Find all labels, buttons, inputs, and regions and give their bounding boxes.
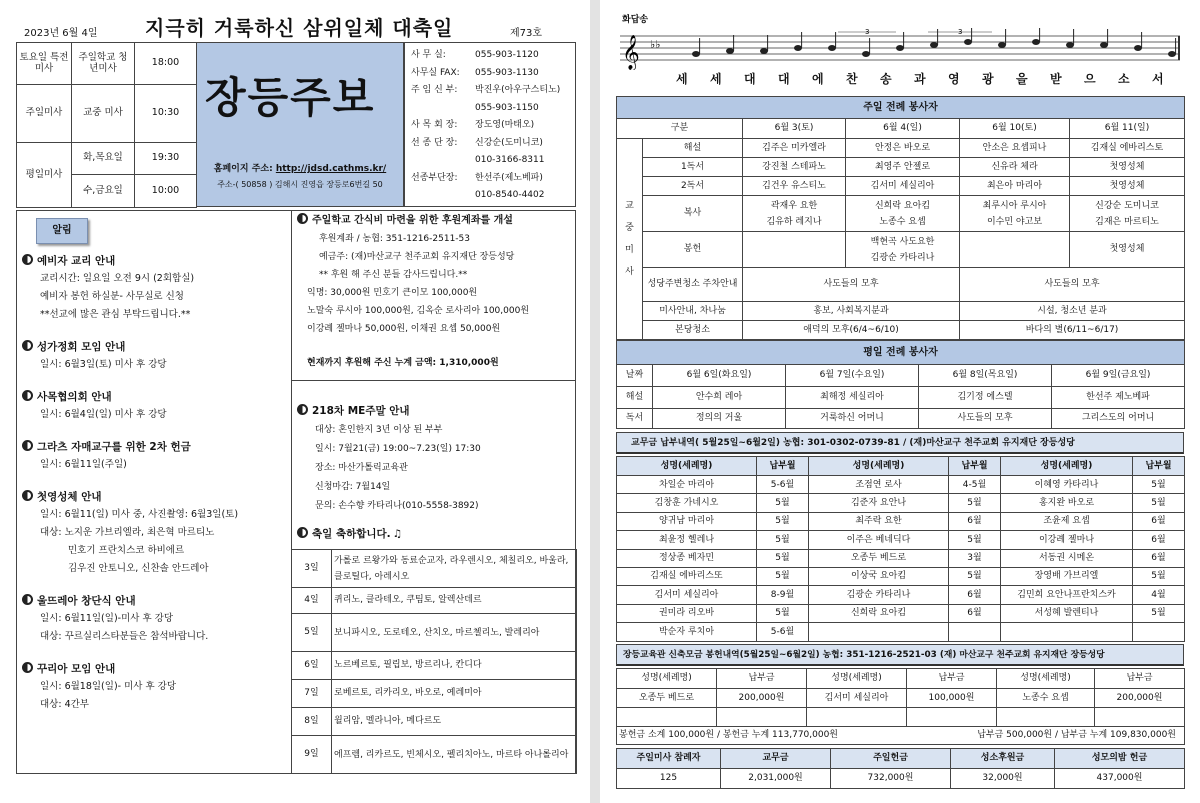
music-note xyxy=(760,48,768,54)
table-cell: 최루시아 루시아 이수민 야고보 xyxy=(960,196,1070,232)
table-cell: 김주은 미카엘라 xyxy=(743,139,846,158)
fee-cell: 5월 xyxy=(1133,494,1185,512)
music-note xyxy=(998,42,1006,48)
table-cell: 6월 3(토) xyxy=(743,119,846,139)
music-note xyxy=(1032,39,1040,45)
table-cell: 성소후원금 xyxy=(951,749,1055,769)
fee-cell: 5월 xyxy=(949,531,1001,549)
weekday-servers-table xyxy=(616,340,1185,429)
lyric-syllable: 과 xyxy=(914,72,927,86)
table-cell: 6월 9일(금요일) xyxy=(1052,365,1185,387)
music-note-icon: ♫ xyxy=(392,528,403,540)
table-cell: 본당청소 xyxy=(643,321,743,340)
fee-cell: 5월 xyxy=(949,567,1001,585)
section-title: 평일 전례 봉사자 xyxy=(617,341,1185,365)
fee-cell: 오종두 베드로 xyxy=(809,549,949,567)
fee-cell: 6월 xyxy=(1133,549,1185,567)
svg-text:♭♭: ♭♭ xyxy=(650,38,661,51)
fee-cell: 서동권 시메온 xyxy=(1001,549,1133,567)
fee-cell: 5월 xyxy=(757,531,809,549)
table-cell: 6월 6일(화요일) xyxy=(653,365,786,387)
music-note xyxy=(896,45,904,51)
bullet-icon xyxy=(22,254,33,265)
notice-item: 꾸리아 모임 안내 일시: 6월18일(일)- 미사 후 강당 대상: 4간부 xyxy=(22,660,287,714)
fund-cell xyxy=(807,708,907,727)
contact-row: 010-3166-8311 xyxy=(475,155,545,165)
address: 주소-( 50858 ) 김해시 진영읍 장등로6번길 50 xyxy=(217,180,383,189)
church-fee-table xyxy=(616,456,1185,642)
fund-cell: 100,000원 xyxy=(907,689,997,708)
fee-cell: 6월 xyxy=(949,512,1001,530)
mass-day: 주일미사 xyxy=(17,85,72,143)
triplet-mark: 3 xyxy=(865,28,870,36)
bullet-icon xyxy=(22,662,33,673)
sunday-side-label: 교중미사 xyxy=(617,139,643,340)
column-header: 성명(세례명) xyxy=(809,457,949,476)
table-cell: 첫영성체 xyxy=(1070,158,1185,177)
table-cell: 정의의 거울 xyxy=(653,409,786,429)
table-row xyxy=(617,494,1185,512)
table-cell: 노르베르토, 필립보, 방르리나, 칸디다 xyxy=(332,652,577,680)
fee-cell: 8-9월 xyxy=(757,586,809,604)
contact-row: 010-8540-4402 xyxy=(475,190,545,200)
building-fund-table xyxy=(616,668,1185,745)
fund-cell xyxy=(1095,708,1185,727)
table-cell: 해설 xyxy=(643,139,743,158)
homepage-label: 홈페이지 주소: xyxy=(213,164,273,174)
notice-item: 울뜨레아 창단식 안내 일시: 6월11일(일)-미사 후 강당 대상: 꾸르실리스타분들은 참석바랍니다. xyxy=(22,592,287,646)
issue-number: 제73호 xyxy=(510,28,543,39)
column-header: 납부월 xyxy=(1133,457,1185,476)
notice-item: 그라츠 자매교구를 위한 2차 헌금 일시: 6월11일(주일) xyxy=(22,438,287,474)
fee-cell: 이혜영 카타리나 xyxy=(1001,476,1133,494)
table-cell: 김서미 세실리아 xyxy=(846,177,960,196)
table-cell: 바다의 별(6/11~6/17) xyxy=(960,321,1185,340)
music-note xyxy=(964,39,972,45)
table-cell: 첫영성체 xyxy=(1070,177,1185,196)
fund-cell: 200,000원 xyxy=(717,689,807,708)
lyric-syllable: 서 xyxy=(1152,72,1165,86)
fee-cell: 장영배 가브리엘 xyxy=(1001,567,1133,585)
contact-row: 사 무 실: 055-903-1120 xyxy=(411,50,539,60)
table-cell: 독서 xyxy=(617,409,653,429)
music-note xyxy=(794,45,802,51)
fee-cell: 이상국 요아킴 xyxy=(809,567,949,585)
table-row xyxy=(617,604,1185,622)
table-cell: 시설, 청소년 분과 xyxy=(960,302,1185,321)
table-cell: 복사 xyxy=(643,196,743,232)
lyric-syllable: 세 xyxy=(710,72,723,86)
lyric-syllable: 대 xyxy=(778,72,791,86)
column-header: 성명(세례명) xyxy=(617,457,757,476)
feast-table xyxy=(291,549,577,774)
lyric-syllable: 송 xyxy=(880,72,893,86)
fee-cell: 5월 xyxy=(757,512,809,530)
table-cell: 애덕의 모후(6/4~6/10) xyxy=(743,321,960,340)
mass-time: 10:00 xyxy=(135,175,197,208)
fee-cell: 최주락 요한 xyxy=(809,512,949,530)
table-cell: 6월 10(토) xyxy=(960,119,1070,139)
table-cell: 6일 xyxy=(292,652,332,680)
table-cell: 김기정 에스텔 xyxy=(919,387,1052,409)
table-cell: 가롤로 르왕가와 동료순교자, 라우렌시오, 체칠리오, 바울라, 클로틸다, 아레시오 xyxy=(332,550,577,588)
fund-cell: 200,000원 xyxy=(1095,689,1185,708)
table-cell: 주일헌금 xyxy=(831,749,951,769)
mass-type: 주일학교 청년미사 xyxy=(72,43,135,85)
table-cell: 성모의밤 헌금 xyxy=(1055,749,1185,769)
hymn-lyrics xyxy=(600,70,1200,86)
bullet-icon xyxy=(297,527,308,538)
table-cell: 6월 8일(목요일) xyxy=(919,365,1052,387)
table-cell: 해설 xyxy=(617,387,653,409)
column-header: 납부금 xyxy=(1095,669,1185,689)
fee-cell: 김서미 세실리아 xyxy=(617,586,757,604)
table-row xyxy=(617,567,1185,585)
me-weekend-notice: 218차 ME주말 안내 대상: 혼인한지 3년 이상 된 부부 일시: 7월21(금) 19:00~7.23(일) 17:30 장소: 마산가톨릭교육관 신청마감: 7월14일 문의: 손수향 카타리나(010-5558-3892) xyxy=(297,402,573,516)
contact-row: 사 목 회 장: 장도영(마태오) xyxy=(411,120,535,130)
note-group xyxy=(692,28,1176,57)
fee-cell: 최윤정 헬레나 xyxy=(617,531,757,549)
fee-cell: 신희락 요아킴 xyxy=(809,604,949,622)
fee-cell xyxy=(1133,623,1185,641)
table-cell: 신강순 도미니코 김재은 마르티노 xyxy=(1070,196,1185,232)
lyric-syllable: 을 xyxy=(1016,72,1029,86)
fee-cell: 5월 xyxy=(1133,567,1185,585)
contact-row: 선종부단장: 한선주(제노베파) xyxy=(411,172,543,183)
contacts-box xyxy=(404,42,576,207)
table-cell: 주일미사 참례자 xyxy=(617,749,721,769)
table-cell: 최영주 안젤로 xyxy=(846,158,960,177)
bullet-icon xyxy=(297,404,308,415)
lyric-syllable: 소 xyxy=(1118,72,1131,86)
right-page xyxy=(600,0,1200,803)
fee-cell: 조윤제 요셉 xyxy=(1001,512,1133,530)
fee-cell: 박순자 루치아 xyxy=(617,623,757,641)
music-note xyxy=(862,51,870,57)
table-cell: 6월 11(일) xyxy=(1070,119,1185,139)
table-cell: 김재실 에바리스토 xyxy=(1070,139,1185,158)
column-header: 납부월 xyxy=(757,457,809,476)
treble-clef-icon: 𝄞 xyxy=(622,35,640,70)
mass-day: 평일미사 xyxy=(17,143,72,208)
left-page xyxy=(0,0,590,803)
lyric-syllable: 받 xyxy=(1050,72,1063,86)
table-cell: 봉헌금 소계 100,000원 / 봉헌금 누계 113,770,000원 xyxy=(617,727,907,745)
table-cell: 125 xyxy=(617,769,721,789)
notice-item: 첫영성체 안내 일시: 6월11(일) 미사 중, 사진촬영: 6월3일(토) 대상: 노지운 가브리엘라, 최은혁 마르티노 민호기 프란치스코 하비에르 김우진 안토니오, 신찬솔 안드레아 xyxy=(22,488,287,578)
music-note xyxy=(1134,45,1142,51)
contact-row: 055-903-1150 xyxy=(475,102,539,113)
fee-cell: 김창훈 가네시오 xyxy=(617,494,757,512)
fee-cell: 6월 xyxy=(1133,531,1185,549)
fee-cell: 3월 xyxy=(949,549,1001,567)
fund-cell: 오종두 베드로 xyxy=(617,689,717,708)
mass-schedule-table xyxy=(16,42,197,208)
lyric-syllable: 대 xyxy=(744,72,757,86)
fee-cell: 김광순 카타리나 xyxy=(809,586,949,604)
fund-cell: 노종수 요셉 xyxy=(997,689,1095,708)
fee-cell: 이주은 베네딕다 xyxy=(809,531,949,549)
music-note xyxy=(828,45,836,51)
music-note xyxy=(1168,51,1176,57)
table-cell: 6월 7일(수요일) xyxy=(786,365,919,387)
table-cell: 신희락 요아킴 노종수 요셉 xyxy=(846,196,960,232)
bullet-icon xyxy=(22,490,33,501)
fee-cell: 4월 xyxy=(1133,586,1185,604)
table-cell: 2독서 xyxy=(643,177,743,196)
fee-cell: 양귀남 마리아 xyxy=(617,512,757,530)
table-cell: 김건우 유스티노 xyxy=(743,177,846,196)
column-header: 성명(세례명) xyxy=(617,669,717,689)
table-cell: 백현곡 사도요한 김광순 카타리나 xyxy=(846,232,960,268)
notice-item: 예비자 교리 안내 교리시간: 일요일 오전 9시 (2회합실) 예비자 봉헌 하실분- 사무실로 신청 **선교에 많은 관심 부탁드립니다.** xyxy=(22,252,287,324)
bullet-icon xyxy=(22,390,33,401)
table-cell: 봉헌 xyxy=(643,232,743,268)
table-cell: 최은아 마리아 xyxy=(960,177,1070,196)
fee-cell: 5월 xyxy=(757,494,809,512)
sunday-servers-table xyxy=(616,96,1185,340)
fee-cell: 5-6월 xyxy=(757,623,809,641)
mass-day: 토요일 특전미사 xyxy=(17,43,72,85)
column-header: 성명(세례명) xyxy=(997,669,1095,689)
table-cell: 32,000원 xyxy=(951,769,1055,789)
column-header: 납부금 xyxy=(717,669,807,689)
table-cell: 구분 xyxy=(617,119,743,139)
notice-tab: 알림 xyxy=(36,218,88,244)
issue-date: 2023년 6월 4일 xyxy=(24,28,98,39)
table-cell: 9일 xyxy=(292,736,332,774)
sponsorship-notice: 주일학교 간식비 마련을 위한 후원계좌를 개설 후원계좌 / 농협: 351-1216-2511-53 예금주: (재)마산교구 천주교회 유지재단 장등성당 ** 후원 해 주신 분들 감사드립니다.** 익명: 30,000원 민호기 큰이모 100,000원 노말숙 루시아 100,000원, 김옥순 로사리아 100,000원 이강례 젤마나 50,000원, 이채권 요셉 50,000원 현재까지 후원해 주신 누계 금액: 1,310,000원 xyxy=(297,212,573,372)
fee-cell: 김준자 요안나 xyxy=(809,494,949,512)
mass-type: 교중 미사 xyxy=(72,85,135,143)
lyric-syllable: 찬 xyxy=(846,72,859,86)
section-title: 주일 전례 봉사자 xyxy=(617,97,1185,119)
fee-cell: 서성혜 발렌티나 xyxy=(1001,604,1133,622)
fee-cell: 김재실 에바리스또 xyxy=(617,567,757,585)
lyric-syllable: 세 xyxy=(676,72,689,86)
table-cell: 4일 xyxy=(292,588,332,614)
mass-time: 19:30 xyxy=(135,143,197,175)
lyric-syllable: 광 xyxy=(982,72,995,86)
mass-type: 화,목요일 xyxy=(72,143,135,175)
fee-cell: 5월 xyxy=(757,549,809,567)
table-cell: 거룩하신 어머니 xyxy=(786,409,919,429)
table-cell: 첫영성체 xyxy=(1070,232,1185,268)
notice-item: 성가정회 모임 안내 일시: 6월3일(토) 미사 후 강당 xyxy=(22,338,287,374)
bulletin-logo: 장등주보 xyxy=(205,73,376,122)
fee-cell: 5월 xyxy=(1133,476,1185,494)
table-cell: 3일 xyxy=(292,550,332,588)
fee-cell: 김민희 요안나프란치스카 xyxy=(1001,586,1133,604)
contact-row: 선 종 단 장: 신강순(도미니코) xyxy=(411,137,543,148)
table-row xyxy=(617,549,1185,567)
fund-cell xyxy=(907,708,997,727)
offering-summary-table xyxy=(616,748,1185,789)
table-cell: 732,000원 xyxy=(831,769,951,789)
table-cell xyxy=(743,232,846,268)
table-cell: 곽재우 요한 김유하 레지나 xyxy=(743,196,846,232)
notice-list xyxy=(22,242,287,714)
table-cell: 8일 xyxy=(292,708,332,736)
table-cell: 안소은 요셉피나 xyxy=(960,139,1070,158)
table-row xyxy=(617,708,1185,727)
table-cell: 437,000원 xyxy=(1055,769,1185,789)
table-row xyxy=(617,586,1185,604)
fund-cell xyxy=(717,708,807,727)
fee-cell: 4-5월 xyxy=(949,476,1001,494)
fee-cell: 정상종 베자민 xyxy=(617,549,757,567)
fund-cell xyxy=(997,708,1095,727)
table-cell: 퀴리노, 클라테오, 쿠팀토, 알렉산데르 xyxy=(332,588,577,614)
fee-cell xyxy=(949,623,1001,641)
table-cell: 보니파시오, 도로테오, 산치오, 마르첼리노, 발레리아 xyxy=(332,614,577,652)
column-header: 납부월 xyxy=(949,457,1001,476)
table-cell: 에프렘, 리카르도, 빈체시오, 펠리치아노, 마르타 아나롤리아 xyxy=(332,736,577,774)
table-cell: 최해정 세실리아 xyxy=(786,387,919,409)
music-note xyxy=(726,48,734,54)
building-fund-title: 장등교육관 신축모금 봉헌내역(5월25일~6월2일) 농협: 351-1216-2521-03 (재) 마산교구 천주교회 유지재단 장등성당 xyxy=(616,644,1184,666)
music-note xyxy=(1066,42,1074,48)
fee-cell: 5월 xyxy=(1133,604,1185,622)
table-cell: 사도들의 모후 xyxy=(960,268,1185,302)
table-row xyxy=(617,476,1185,494)
table-cell: 로베르토, 리카리오, 바오로, 예레미아 xyxy=(332,680,577,708)
fee-cell: 5월 xyxy=(949,494,1001,512)
fee-cell xyxy=(1001,623,1133,641)
brand-box xyxy=(196,42,404,207)
table-cell: 7일 xyxy=(292,680,332,708)
table-cell: 2,031,000원 xyxy=(721,769,831,789)
notice-item: 사목협의회 안내 일시: 6월4일(일) 미사 후 강당 xyxy=(22,388,287,424)
column-header: 성명(세례명) xyxy=(807,669,907,689)
bullet-icon xyxy=(22,440,33,451)
table-cell: 6월 4(일) xyxy=(846,119,960,139)
bullet-icon xyxy=(22,340,33,351)
table-cell: 교무금 xyxy=(721,749,831,769)
table-cell: 안수희 레아 xyxy=(653,387,786,409)
table-cell: 미사안내, 차나눔 xyxy=(643,302,743,321)
fee-cell: 5월 xyxy=(757,604,809,622)
bullet-icon xyxy=(297,213,308,224)
fee-cell: 홍지완 바오로 xyxy=(1001,494,1133,512)
lyric-syllable: 에 xyxy=(812,72,825,86)
triplet-mark: 3 xyxy=(958,28,963,36)
table-cell xyxy=(960,232,1070,268)
fee-cell: 6월 xyxy=(949,604,1001,622)
fund-cell xyxy=(617,708,717,727)
table-cell: 5일 xyxy=(292,614,332,652)
fee-cell: 권미라 리오바 xyxy=(617,604,757,622)
mass-time: 18:00 xyxy=(135,43,197,85)
bulletin-title: 지극히 거룩하신 삼위일체 대축일 xyxy=(145,16,454,40)
fee-cell xyxy=(809,623,949,641)
table-row xyxy=(617,512,1185,530)
table-cell: 신유라 체라 xyxy=(960,158,1070,177)
music-staff xyxy=(620,28,1180,70)
fee-cell: 조점연 로사 xyxy=(809,476,949,494)
contact-row: 사무실 FAX: 055-903-1130 xyxy=(411,67,539,78)
table-cell: 홍보, 사회복지분과 xyxy=(743,302,960,321)
table-cell: 안정은 바오로 xyxy=(846,139,960,158)
column-header: 납부금 xyxy=(907,669,997,689)
table-cell: 윌리암, 멜라니아, 메다르도 xyxy=(332,708,577,736)
table-cell: 성당주변청소 주차안내 xyxy=(643,268,743,302)
fee-cell: 이강례 젤마나 xyxy=(1001,531,1133,549)
fee-cell: 5-6월 xyxy=(757,476,809,494)
feast-title: 축일 축하합니다. ♫ xyxy=(297,526,403,541)
table-cell: 사도들의 모후 xyxy=(919,409,1052,429)
table-cell: 1독서 xyxy=(643,158,743,177)
contact-row: 주 임 신 부: 박진우(아우구스티노) xyxy=(411,85,561,95)
table-row xyxy=(617,531,1185,549)
music-note xyxy=(692,51,700,57)
fee-cell: 5월 xyxy=(757,567,809,585)
mass-time: 10:30 xyxy=(135,85,197,143)
lyric-syllable: 영 xyxy=(948,72,961,86)
fee-cell: 6월 xyxy=(949,586,1001,604)
fee-cell: 6월 xyxy=(1133,512,1185,530)
hymn-label: 화답송 xyxy=(622,15,649,25)
table-cell: 납부금 500,000원 / 납부금 누계 109,830,000원 xyxy=(907,727,1185,745)
table-row xyxy=(617,689,1185,708)
table-cell: 그리스도의 어머니 xyxy=(1052,409,1185,429)
bullet-icon xyxy=(22,594,33,605)
lyric-syllable: 으 xyxy=(1084,72,1097,86)
homepage-link[interactable]: http://jdsd.cathms.kr/ xyxy=(275,164,387,174)
section-divider xyxy=(291,380,576,381)
table-cell: 사도들의 모후 xyxy=(743,268,960,302)
church-fee-title: 교무금 납부내역( 5월25일~6월2일) 농협: 301-0302-0739-81 / (재)마산교구 천주교회 유지재단 장등성당 xyxy=(616,432,1184,454)
table-row xyxy=(617,623,1185,641)
music-note xyxy=(1100,42,1108,48)
music-note xyxy=(930,42,938,48)
mass-type: 수,금요일 xyxy=(72,175,135,208)
table-cell: 한선주 제노베파 xyxy=(1052,387,1185,409)
fund-cell: 김서미 세실리아 xyxy=(807,689,907,708)
fee-cell: 차일순 마리아 xyxy=(617,476,757,494)
column-header: 성명(세례명) xyxy=(1001,457,1133,476)
table-cell: 강진철 스테파노 xyxy=(743,158,846,177)
table-cell: 날짜 xyxy=(617,365,653,387)
